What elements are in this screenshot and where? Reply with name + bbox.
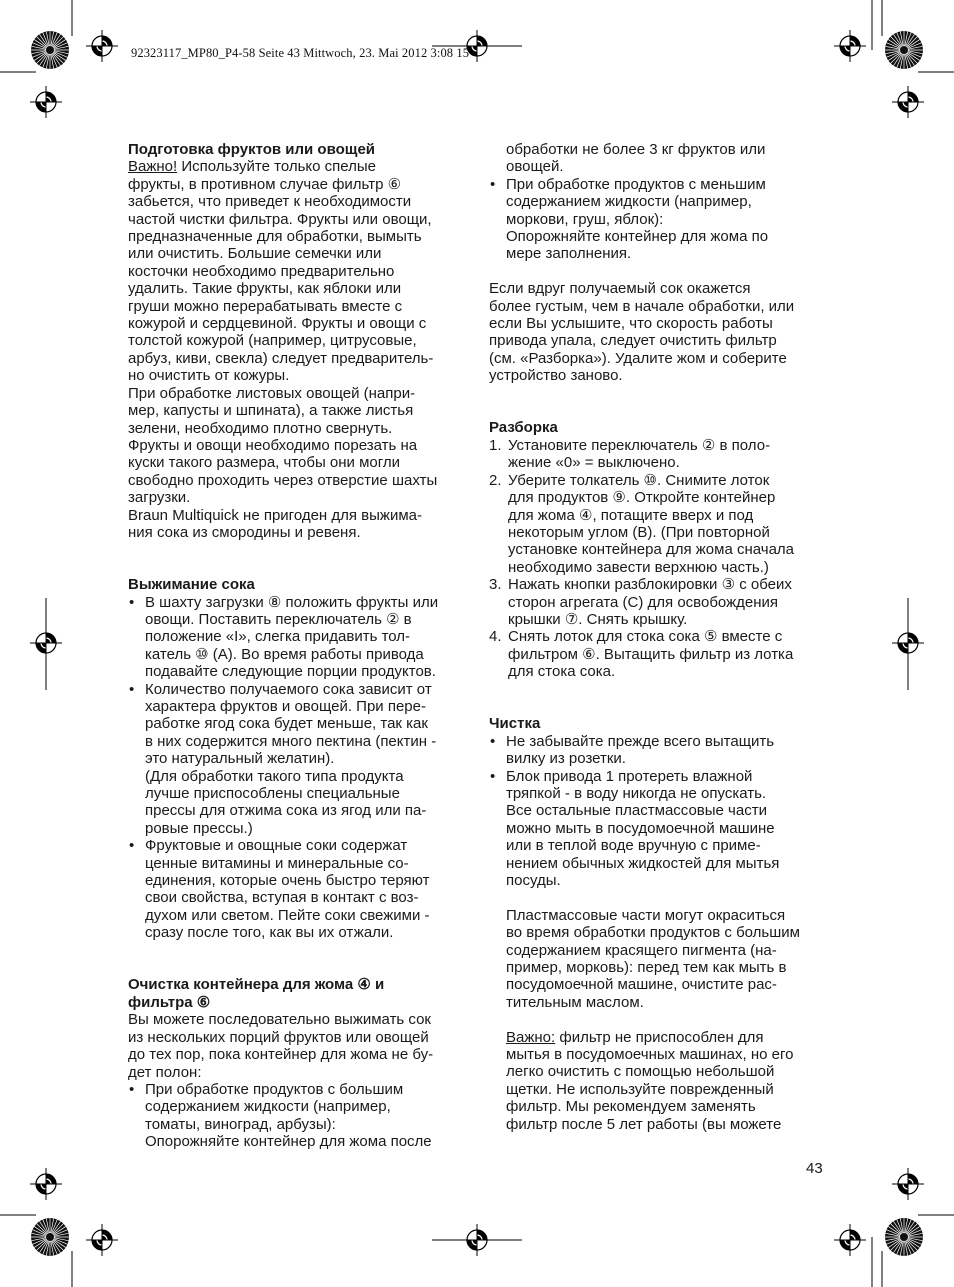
- bullet-item: [489, 176, 831, 263]
- text-line: мере заполнения.: [506, 245, 632, 263]
- important-text: фильтр не приспособлен для: [555, 1028, 764, 1046]
- right-column: [489, 141, 831, 1133]
- text-line: привода упала, следует очистить фильтр: [489, 332, 777, 350]
- section-title-cleaning: Чистка: [489, 715, 541, 733]
- important-label: Важно:: [506, 1028, 556, 1046]
- left-column: [128, 141, 468, 1151]
- text-line: мытья в посудомоечных машинах, но его: [506, 1046, 794, 1064]
- text-line: предназначенные для обработки, вымыть: [128, 228, 422, 246]
- text-line: удалить. Такие фрукты, как яблоки или: [128, 280, 402, 298]
- text-line: куски такого размера, чтобы они могли: [128, 454, 401, 472]
- text-line: частой чистки фильтра. Фрукты или овощи,: [128, 210, 432, 228]
- bullet-item: [128, 594, 468, 681]
- bullet-item: [489, 733, 831, 768]
- text-line: пример, морковь): перед тем как мыть в: [506, 959, 787, 977]
- text-line: необходимо завести верхнюю часть.): [508, 558, 769, 576]
- important-line: [506, 1029, 831, 1046]
- bullet-item: [128, 1081, 468, 1151]
- numbered-item: [489, 628, 831, 680]
- text-line: это натуральный желатин).: [145, 750, 335, 768]
- bullet-item: [128, 837, 468, 941]
- text-line: сразу после того, как вы их отжали.: [145, 924, 394, 942]
- text-line: (см. «Разборка»). Удалите жом и соберите: [489, 349, 787, 367]
- item-number: 2.: [489, 471, 502, 489]
- important-label: Важно!: [128, 158, 178, 176]
- text-line: Пластмассовые части могут окраситься: [506, 906, 786, 924]
- text-line: свои свойства, вступая в контакт с воз-: [145, 889, 419, 907]
- text-line: Уберите толкатель ⑩. Снимите лоток: [508, 471, 770, 489]
- text-line: или в теплой воде вручную с приме-: [506, 837, 761, 855]
- bullet-continuation: [489, 141, 831, 176]
- text-line: Опорожняйте контейнер для жома после: [145, 1133, 432, 1151]
- text-line: мер, капусты и шпината), а также листья: [128, 402, 414, 420]
- text-line: фильтром ⑥. Вытащить фильтр из лотка: [508, 645, 794, 663]
- section-title-juicing: Выжимание сока: [128, 576, 255, 594]
- text-line: можно мыть в посудомоечной машине: [506, 819, 775, 837]
- text-line: тряпкой - в воду никогда не опускать.: [506, 784, 767, 802]
- paragraph: [489, 907, 831, 1011]
- text-line: щетки. Не используйте поврежденный: [506, 1080, 774, 1098]
- text-line: ния сока из смородины и ревеня.: [128, 523, 361, 541]
- section-title-preparation: Подготовка фруктов или овощей: [128, 141, 376, 158]
- text-line: более густым, чем в начале обработки, или: [489, 297, 795, 315]
- section-title-disassembly: Разборка: [489, 419, 558, 437]
- text-line: лучше приспособлены специальные: [145, 785, 400, 803]
- text-line: содержанием жидкости (например,: [506, 193, 752, 211]
- item-number: 1.: [489, 436, 502, 454]
- paragraph: [489, 280, 831, 384]
- text-line: посудомоечной машине, очистите рас-: [506, 976, 777, 994]
- text-line: жение «0» = выключено.: [508, 454, 680, 472]
- text-line: крышки ⑦. Снять крышку.: [508, 610, 688, 628]
- text-line: загрузки.: [128, 489, 191, 507]
- item-number: 4.: [489, 628, 502, 646]
- text-line: для продуктов ⑨. Откройте контейнер: [508, 489, 776, 507]
- paragraph: [489, 1029, 831, 1133]
- text-line: обработки не более 3 кг фруктов или: [506, 141, 766, 158]
- print-header: 92323117_MP80_P4-58 Seite 43 Mittwoch, 23. Mai 2012 3:08 15: [131, 46, 470, 60]
- text-line: для жома ④, потащите вверх и под: [508, 506, 754, 524]
- page-number: 43: [806, 1160, 823, 1177]
- numbered-item: [489, 472, 831, 576]
- text-line: подавайте следующие порции продуктов.: [145, 663, 436, 681]
- text-line: кожурой и сердцевиной. Фрукты и овощи с: [128, 315, 427, 333]
- text-line: дет полон:: [128, 1063, 202, 1081]
- text-line: тительным маслом.: [506, 993, 644, 1011]
- text-line: устройство заново.: [489, 367, 623, 385]
- preparation-body: [128, 176, 468, 542]
- numbered-item: [489, 576, 831, 628]
- text-line: Вы можете последовательно выжимать сок: [128, 1011, 431, 1029]
- text-line: фильтр после 5 лет работы (вы можете: [506, 1115, 782, 1133]
- important-text: Используйте только спелые: [177, 158, 377, 176]
- text-line: косточки необходимо предварительно: [128, 262, 395, 280]
- text-line: установке контейнера для жома сначала: [508, 541, 795, 559]
- text-line: Нажать кнопки разблокировки ③ с обеих: [508, 576, 792, 594]
- text-line: сторон агрегата (C) для освобождения: [508, 593, 778, 611]
- text-line: в них содержится много пектина (пектин -: [145, 732, 437, 750]
- text-line: зелени, необходимо плотно свернуть.: [128, 419, 393, 437]
- text-line: работке ягод сока будет меньше, так как: [145, 715, 428, 733]
- text-line: посуды.: [506, 872, 561, 890]
- text-line: арбуз, киви, свекла) следует предваритель-: [128, 349, 434, 367]
- text-line: Установите переключатель ② в поло-: [508, 436, 771, 454]
- section-title-cleaning-container: Очистка контейнера для жома ④ и: [128, 976, 385, 994]
- bullet-item: [128, 681, 468, 838]
- text-line: забьется, что приведет к необходимости: [128, 193, 412, 211]
- bullet-item: [489, 768, 831, 890]
- text-line: легко очистить с помощью небольшой: [506, 1063, 775, 1081]
- text-line: прессы для отжима сока из ягод или па-: [145, 802, 427, 820]
- text-line: Если вдруг получаемый сок окажется: [489, 280, 751, 298]
- text-line: (Для обработки такого типа продукта: [145, 767, 404, 785]
- text-line: фрукты, в противном случае фильтр ⑥: [128, 175, 402, 193]
- text-line: из нескольких порций фруктов или овощей: [128, 1028, 429, 1046]
- text-line: свободно проходить через отверстие шахты: [128, 471, 438, 489]
- text-line: нением обычных жидкостей для мытья: [506, 854, 780, 872]
- text-line: вилку из розетки.: [506, 750, 626, 768]
- text-line: фильтр. Мы рекомендуем заменять: [506, 1098, 756, 1116]
- text-line: ценные витамины и минеральные со-: [145, 854, 409, 872]
- text-line: единения, которые очень быстро теряют: [145, 872, 430, 890]
- text-line: • Количество получаемого сока зависит от: [145, 680, 432, 698]
- text-line: но очистить от кожуры.: [128, 367, 290, 385]
- text-line: Снять лоток для стока сока ⑤ вместе с: [508, 628, 783, 646]
- text-line: • Блок привода 1 протереть влажной: [506, 767, 753, 785]
- text-line: если Вы услышите, что скорость работы: [489, 315, 773, 333]
- important-line: [128, 158, 468, 175]
- text-line: положение «I», слегка придавить тол-: [145, 628, 411, 646]
- numbered-item: [489, 437, 831, 472]
- text-line: содержанием красящего пигмента (на-: [506, 941, 777, 959]
- text-line: овощи. Поставить переключатель ② в: [145, 610, 412, 628]
- text-line: • Фруктовые и овощные соки содержат: [145, 837, 408, 855]
- text-line: • Не забывайте прежде всего вытащить: [506, 732, 775, 750]
- text-line: духом или светом. Пейте соки свежими -: [145, 906, 430, 924]
- text-line: Braun Multiquick не пригоден для выжима-: [128, 506, 422, 524]
- text-line: во время обработки продуктов с большим: [506, 924, 800, 942]
- text-line: толстой кожурой (например, цитрусовые,: [128, 332, 417, 350]
- text-line: характера фруктов и овощей. При пере-: [145, 697, 426, 715]
- text-line: или очистить. Большие семечки или: [128, 245, 382, 263]
- text-line: катель ⑩ (A). Во время работы привода: [145, 645, 424, 663]
- text-line: • В шахту загрузки ⑧ положить фрукты или: [145, 593, 439, 611]
- text-line: Фрукты и овощи необходимо порезать на: [128, 436, 418, 454]
- text-line: содержанием жидкости (например,: [145, 1098, 391, 1116]
- text-line: овощей.: [506, 158, 564, 176]
- text-line: до тех пор, пока контейнер для жома не бу-: [128, 1046, 434, 1064]
- text-line: Все остальные пластмассовые части: [506, 802, 767, 820]
- text-line: для стока сока.: [508, 663, 616, 681]
- text-line: груши можно перерабатывать вместе с: [128, 297, 403, 315]
- text-line: моркови, груш, яблок):: [506, 210, 664, 228]
- text-line: Опорожняйте контейнер для жома по: [506, 228, 769, 246]
- text-line: ровые прессы.): [145, 819, 253, 837]
- item-number: 3.: [489, 576, 502, 594]
- section-title-cleaning-container-2: фильтра ⑥: [128, 993, 211, 1011]
- text-line: томаты, виноград, арбузы):: [145, 1115, 336, 1133]
- text-line: При обработке листовых овощей (напри-: [128, 384, 416, 402]
- text-line: • При обработке продуктов с меньшим: [506, 175, 766, 193]
- text-line: некоторым углом (B). (При повторной: [508, 523, 770, 541]
- text-line: • При обработке продуктов с большим: [145, 1080, 404, 1098]
